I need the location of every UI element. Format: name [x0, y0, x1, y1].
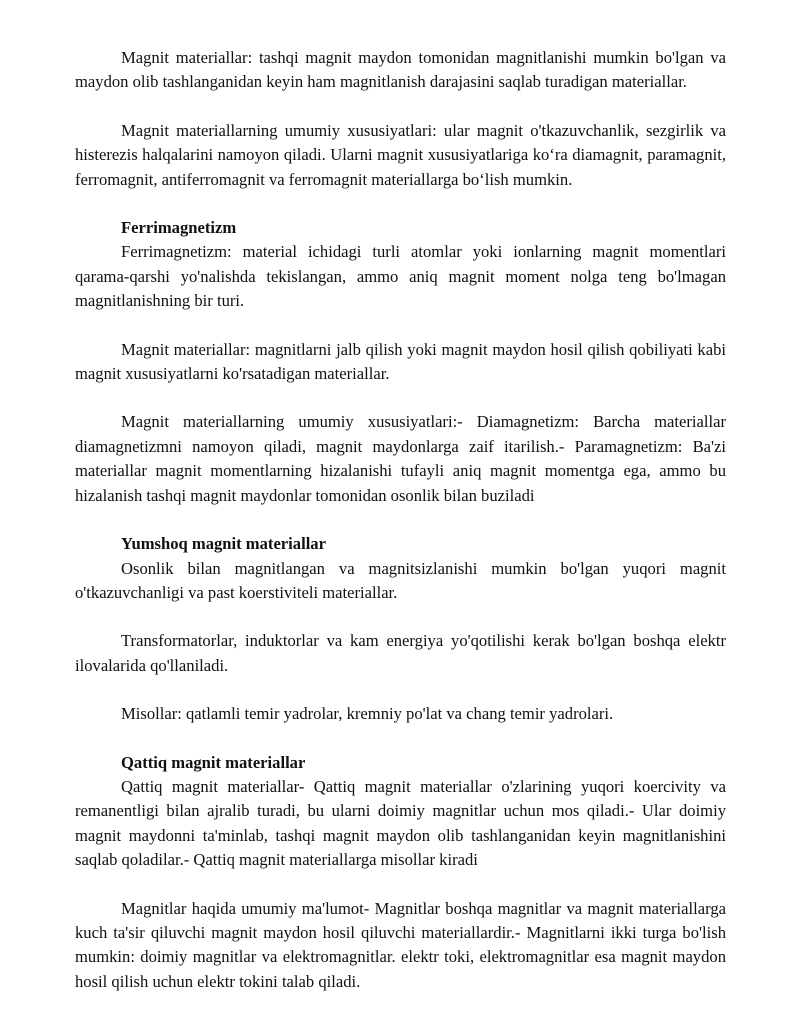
document-page — [75, 46, 726, 1018]
paragraph-diamagnetizm-paramagnetizm: Magnit materiallarning umumiy xususiyatlari:- Diamagnetizm: Barcha materiallar diamagnetizmni namoyon qiladi, magnit maydonlarga zaif itarilish.- Paramagnetizm: Ba'zi materiallar magnit momentlarning hizalanishi tufayli aniq magnit momentga ega, ammo bu hizalanish tashqi magnit maydonlar tomonidan osonlik bilan buziladi — [75, 412, 726, 505]
heading-qattiq-magnit-materiallar: Qattiq magnit materiallar — [121, 752, 306, 772]
paragraph-yumshoq-examples: Misollar: qatlamli temir yadrolar, kremniy po'lat va chang temir yadrolari. — [121, 704, 614, 724]
heading-yumshoq-magnit-materiallar: Yumshoq magnit materiallar — [121, 534, 326, 554]
paragraph-magnit-materiallar-definition: Magnit materiallar: tashqi magnit maydon tomonidan magnitlanishi mumkin bo'lgan va maydon olib tashlanganidan keyin ham magnitlanish darajasini saqlab turadigan materiallar. — [75, 48, 726, 92]
paragraph-magnit-materiallar-ability: Magnit materiallar: magnitlarni jalb qilish yoki magnit maydon hosil qilish qobiliyati kabi magnit xususiyatlarni ko'rsatadigan materiallar. — [75, 339, 726, 384]
paragraph-yumshoq-usage: Transformatorlar, induktorlar va kam energiya yo'qotilishi kerak bo'lgan boshqa elektr ilovalarida qo'llaniladi. — [75, 631, 726, 675]
paragraph-qattiq-definition: Qattiq magnit materiallar- Qattiq magnit materiallar o'zlarining yuqori koercivity va remanentligi bilan ajralib turadi, bu ularni doimiy magnitlar uchun mos qiladi.- Ular doimiy magnit maydonni ta'minlab, tashqi magnit maydon olib tashlanganidan keyin magnitlanishini saqlab qoladilar.- Qattiq magnit materiallarga misollar kiradi — [75, 776, 726, 870]
heading-ferrimagnetizm: Ferrimagnetizm — [121, 218, 237, 238]
paragraph-yumshoq-definition: Osonlik bilan magnitlangan va magnitsizlanishi mumkin bo'lgan yuqori magnit o'tkazuvchanligi va past koerstiviteli materiallar. — [75, 558, 726, 602]
paragraph-ferrimagnetizm: Ferrimagnetizm: material ichidagi turli atomlar yoki ionlarning magnit momentlari qarama-qarshi yo'nalishda tekislangan, ammo aniq magnit moment nolga teng bo'lmagan magnitlanishning bir turi. — [75, 242, 726, 311]
paragraph-general-properties: Magnit materiallarning umumiy xususiyatlari: ular magnit o'tkazuvchanlik, sezgirlik va histerezis halqalarini namoyon qiladi. Ularni magnit xususiyatlariga ko‘ra diamagnit, paramagnit, ferromagnit, antiferromagnit va ferromagnit materiallarga bo‘lish mumkin. — [75, 120, 726, 189]
paragraph-magnitlar-general: Magnitlar haqida umumiy ma'lumot- Magnitlar boshqa magnitlar va magnit materiallarga kuch ta'sir qiluvchi magnit maydon hosil qiluvchi materiallardir.- Magnitlarni ikki turga bo'lish mumkin: doimiy magnitlar va elektromagnitlar. elektr toki, elektromagnitlar esa magnit maydon hosil qilish uchun elektr tokini talab qiladi. — [75, 898, 726, 991]
